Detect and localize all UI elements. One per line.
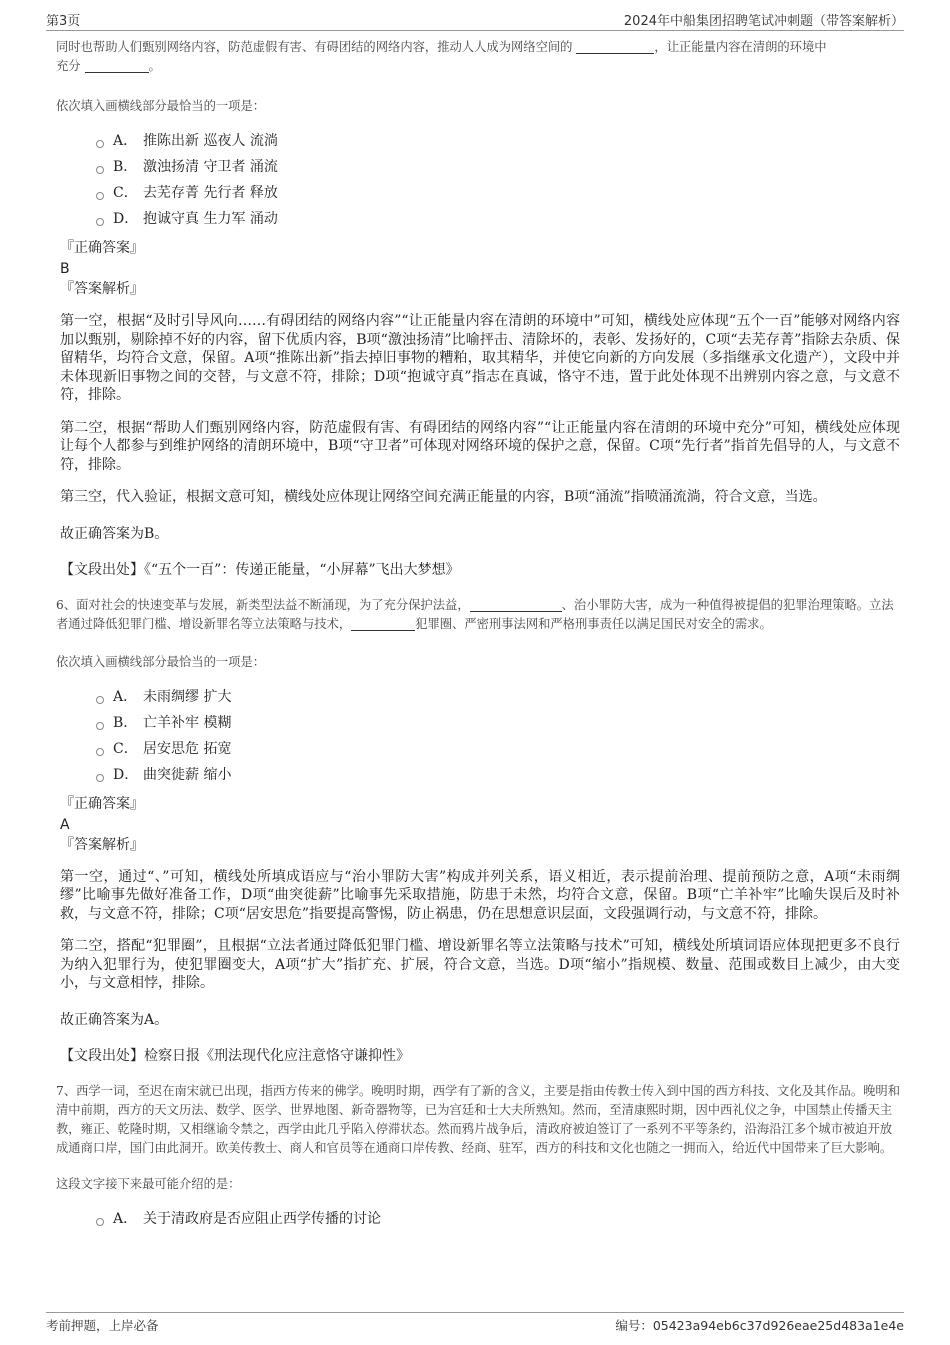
radio-icon[interactable] [96, 748, 104, 756]
page-number: 第3页 [46, 14, 81, 29]
q5-option-b[interactable]: B． 激浊扬清 守卫者 涌流 [96, 154, 900, 180]
q5-option-c[interactable]: C． 去芜存菁 先行者 释放 [96, 180, 900, 206]
q6-analysis-3: 故正确答案为A。 [60, 1011, 169, 1028]
q5-option-d[interactable]: D． 抱诚守真 生力军 涌动 [96, 206, 900, 232]
q5-analysis-3: 第三空，代入验证，根据文意可知，横线处应体现让网络空间充满正能量的内容，B项“涌流”指喷涌流淌，符合文意，当选。 [60, 489, 827, 505]
q5-options [96, 128, 900, 232]
radio-icon[interactable] [96, 1218, 104, 1226]
q5-analysis-4: 故正确答案为B。 [60, 525, 169, 542]
q6-analysis-2: 第二空，搭配“犯罪圈”，且根据“立法者通过降低犯罪门槛、增设新罪名等立法策略与技术”可知，横线处所填词语应体现把更多不良行为纳入犯罪行为，使犯罪圈变大，A项“扩大”指扩充、扩展，符合文意，当选。D项“缩小”指规模、数量、范围或数目上减少，由大变小，与文意相悖，排除。 [60, 938, 900, 991]
q7-options [96, 1206, 900, 1232]
radio-icon[interactable] [96, 218, 104, 226]
q6-blank-1 [470, 597, 562, 612]
q6-blank-2 [351, 616, 415, 631]
q5-prompt: 依次填入画横线部分最恰当的一项是： [56, 99, 266, 113]
q6-options [96, 684, 900, 788]
q5-blank-3 [85, 58, 149, 73]
page-header [46, 8, 904, 31]
radio-icon[interactable] [96, 166, 104, 174]
document-title: 2024年中船集团招聘笔试冲刺题（带答案解析） [623, 14, 904, 29]
q6-prompt: 依次填入画横线部分最恰当的一项是： [56, 654, 266, 669]
q5-answer: B [60, 261, 70, 277]
q5-stem: 同时也帮助人们甄别网络内容，防范虚假有害、有碍团结的网络内容，推动人人成为网络空间的 ，让正能量内容在清朗的环境中 充分 。 [56, 40, 827, 73]
radio-icon[interactable] [96, 696, 104, 704]
q6-answer: A [60, 816, 70, 833]
q5-blank-2 [576, 39, 654, 54]
q6-option-b[interactable]: B． 亡羊补牢 模糊 [96, 710, 900, 736]
q5-answer-tag: 『正确答案』 [60, 240, 144, 256]
q6-answer-tag: 『正确答案』 [60, 795, 144, 812]
document-id: 编号：05423a94eb6c37d926eae25d483a1e4e [615, 1318, 904, 1333]
q5-analysis-1: 第一空，根据“及时引导风向……有碍团结的网络内容”“让正能量内容在清朗的环境中”可知，横线处应体现“五个一百”能够对网络内容加以甄别，剔除掉不好的内容，留下优质内容，B项“激浊扬清”比喻抨击、清除坏的，表彰、发扬好的，C项“去芜存菁”指除去杂质、保留精华，均符合文意，保留。A项“推陈出新”指去掉旧事物的糟粕，取其精华，并使它向新的方向发展（多指继承文化遗产），文段中并未体现新旧事物之间的交替，与文意不符，排除；D项“抱诚守真”指志在真诚，恪守不违，置于此处体现不出辨别内容之意，与文意不符，排除。 [60, 313, 900, 403]
q6-source: 【文段出处】检察日报《刑法现代化应注意恪守谦抑性》 [60, 1048, 410, 1064]
q7-prompt: 这段文字接下来最可能介绍的是： [56, 1176, 241, 1191]
q6-stem: 6、面对社会的快速变革与发展，新类型法益不断涌现，为了充分保护法益， 、治小罪防大害，成为一种值得被提倡的犯罪治理策略。立法者通过降低犯罪门槛、增设新罪名等立法策略与技术， 犯罪圈、严密刑事法网和严格刑事责任以满足国民对安全的需求。 [56, 597, 894, 631]
q6-option-c[interactable]: C． 居安思危 拓宽 [96, 736, 900, 762]
q6-option-a[interactable]: A． 未雨绸缪 扩大 [96, 684, 900, 710]
q7-stem: 7、西学一词，至迟在南宋就已出现，指西方传来的佛学。晚明时期，西学有了新的含义，主要是指由传教士传入到中国的西方科技、文化及其作品。晚明和清中前期，西方的天文历法、数学、医学、世界地图、新奇器物等，已为宫廷和士大夫所熟知。然而，至清康熙时期，因中西礼仪之争，中国禁止传播天主教，雍正、乾隆时期，又相继谕令禁之，西学由此几乎陷入停滞状态。然而鸦片战争后，清政府被迫签订了一系列不平等条约，沿海沿江多个城市被迫开放成通商口岸，国门由此洞开。欧美传教士、商人和官员等在通商口岸传教、经商、驻军，西方的科技和文化也随之一拥而入，给近代中国带来了巨大影响。 [56, 1083, 901, 1155]
radio-icon[interactable] [96, 140, 104, 148]
footer-slogan: 考前押题，上岸必备 [46, 1318, 159, 1333]
radio-icon[interactable] [96, 722, 104, 730]
q6-option-d[interactable]: D． 曲突徙薪 缩小 [96, 762, 900, 788]
q5-analysis-2: 第二空，根据“帮助人们甄别网络内容，防范虚假有害、有碍团结的网络内容”“让正能量内容在清朗的环境中充分”可知，横线处应体现让每个人都参与到维护网络的清朗环境中，B项“守卫者”可体现对网络环境的保护之意，保留。C项“先行者”指首先倡导的人，与文意不符，排除。 [60, 419, 900, 473]
q6-analysis-1: 第一空，通过“、”可知，横线处所填成语应与“治小罪防大害”构成并列关系，语义相近，表示提前治理、提前预防之意，A项“未雨绸缪”比喻事先做好准备工作，D项“曲突徙薪”比喻事先采取措施，防患于未然，均符合文意，保留。B项“亡羊补牢”比喻失误后及时补救，与文意不符，排除；C项“居安思危”指要提高警惕，防止祸患，仍在思想意识层面，文段强调行动，与文意不符，排除。 [60, 868, 900, 922]
q5-analysis-tag: 『答案解析』 [60, 281, 144, 297]
radio-icon[interactable] [96, 192, 104, 200]
q6-analysis-tag: 『答案解析』 [60, 836, 144, 853]
page-content [56, 38, 900, 1238]
q7-option-a[interactable]: A． 关于清政府是否应阻止西学传播的讨论 [96, 1206, 900, 1232]
q5-source: 【文段出处】《“五个一百”：传递正能量，“小屏幕”飞出大梦想》 [60, 562, 460, 578]
q5-option-a[interactable]: A． 推陈出新 巡夜人 流淌 [96, 128, 900, 154]
radio-icon[interactable] [96, 774, 104, 782]
page-footer [46, 1312, 904, 1335]
